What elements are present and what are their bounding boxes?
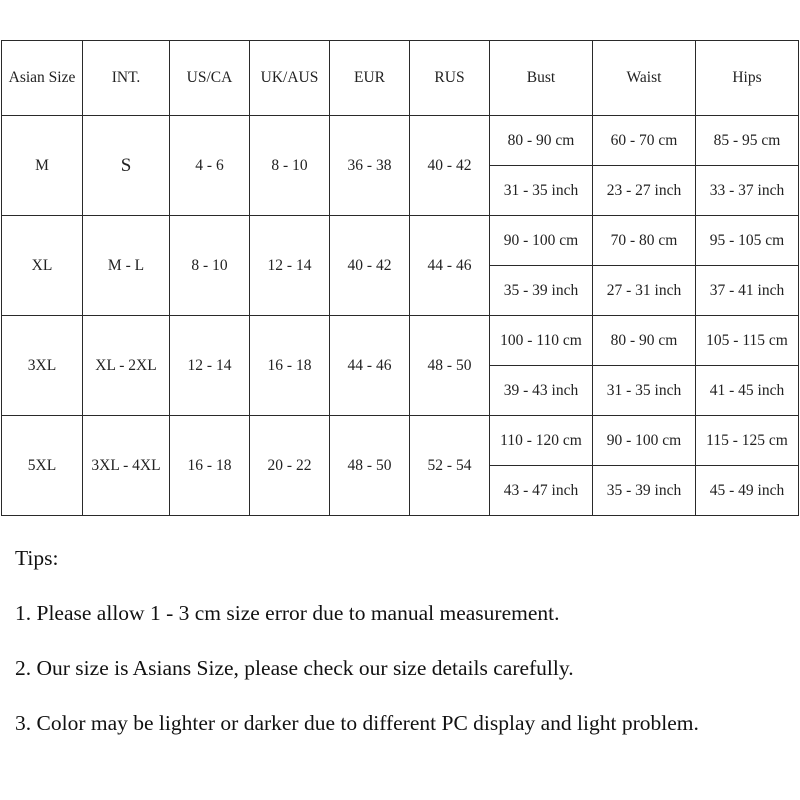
asian-size-cell: M (2, 116, 83, 216)
table-row (2, 316, 799, 366)
hips-cm-cell: 95 - 105 cm (696, 216, 799, 266)
asian-size-cell: 5XL (2, 416, 83, 516)
tip-item: 1. Please allow 1 - 3 cm size error due to manual measurement. (15, 601, 560, 625)
tips-section (15, 543, 699, 763)
header-asian-size: Asian Size (2, 41, 83, 116)
waist-cm-cell: 60 - 70 cm (593, 116, 696, 166)
tip-item: 3. Color may be lighter or darker due to different PC display and light problem. (15, 711, 699, 735)
eur-cell: 36 - 38 (330, 116, 410, 216)
hips-inch-cell: 37 - 41 inch (696, 266, 799, 316)
rus-cell: 48 - 50 (410, 316, 490, 416)
tip-item: 2. Our size is Asians Size, please check our size details carefully. (15, 656, 574, 680)
us-ca-cell: 8 - 10 (170, 216, 250, 316)
hips-inch-cell: 41 - 45 inch (696, 366, 799, 416)
header-int: INT. (83, 41, 170, 116)
header-hips: Hips (696, 41, 799, 116)
hips-inch-cell: 45 - 49 inch (696, 466, 799, 516)
uk-aus-cell: 20 - 22 (250, 416, 330, 516)
int-size-cell: M - L (83, 216, 170, 316)
hips-cm-cell: 85 - 95 cm (696, 116, 799, 166)
bust-cm-cell: 80 - 90 cm (490, 116, 593, 166)
us-ca-cell: 4 - 6 (170, 116, 250, 216)
table-header-row (2, 41, 799, 116)
table-row (2, 416, 799, 466)
waist-inch-cell: 31 - 35 inch (593, 366, 696, 416)
int-size-cell: S (83, 116, 170, 216)
eur-cell: 40 - 42 (330, 216, 410, 316)
bust-inch-cell: 43 - 47 inch (490, 466, 593, 516)
tips-title: Tips: (15, 546, 59, 570)
rus-cell: 52 - 54 (410, 416, 490, 516)
uk-aus-cell: 12 - 14 (250, 216, 330, 316)
asian-size-cell: 3XL (2, 316, 83, 416)
waist-cm-cell: 80 - 90 cm (593, 316, 696, 366)
eur-cell: 48 - 50 (330, 416, 410, 516)
bust-inch-cell: 39 - 43 inch (490, 366, 593, 416)
bust-cm-cell: 100 - 110 cm (490, 316, 593, 366)
rus-cell: 40 - 42 (410, 116, 490, 216)
us-ca-cell: 12 - 14 (170, 316, 250, 416)
header-waist: Waist (593, 41, 696, 116)
uk-aus-cell: 8 - 10 (250, 116, 330, 216)
hips-cm-cell: 105 - 115 cm (696, 316, 799, 366)
eur-cell: 44 - 46 (330, 316, 410, 416)
hips-inch-cell: 33 - 37 inch (696, 166, 799, 216)
header-us-ca: US/CA (170, 41, 250, 116)
waist-cm-cell: 70 - 80 cm (593, 216, 696, 266)
waist-inch-cell: 23 - 27 inch (593, 166, 696, 216)
size-chart-table (1, 40, 799, 516)
header-rus: RUS (410, 41, 490, 116)
waist-inch-cell: 27 - 31 inch (593, 266, 696, 316)
asian-size-cell: XL (2, 216, 83, 316)
rus-cell: 44 - 46 (410, 216, 490, 316)
table-row (2, 216, 799, 266)
waist-cm-cell: 90 - 100 cm (593, 416, 696, 466)
table-row (2, 116, 799, 166)
bust-inch-cell: 31 - 35 inch (490, 166, 593, 216)
header-bust: Bust (490, 41, 593, 116)
uk-aus-cell: 16 - 18 (250, 316, 330, 416)
us-ca-cell: 16 - 18 (170, 416, 250, 516)
bust-cm-cell: 110 - 120 cm (490, 416, 593, 466)
int-size-cell: XL - 2XL (83, 316, 170, 416)
hips-cm-cell: 115 - 125 cm (696, 416, 799, 466)
bust-cm-cell: 90 - 100 cm (490, 216, 593, 266)
int-size-cell: 3XL - 4XL (83, 416, 170, 516)
bust-inch-cell: 35 - 39 inch (490, 266, 593, 316)
header-uk-aus: UK/AUS (250, 41, 330, 116)
header-eur: EUR (330, 41, 410, 116)
waist-inch-cell: 35 - 39 inch (593, 466, 696, 516)
